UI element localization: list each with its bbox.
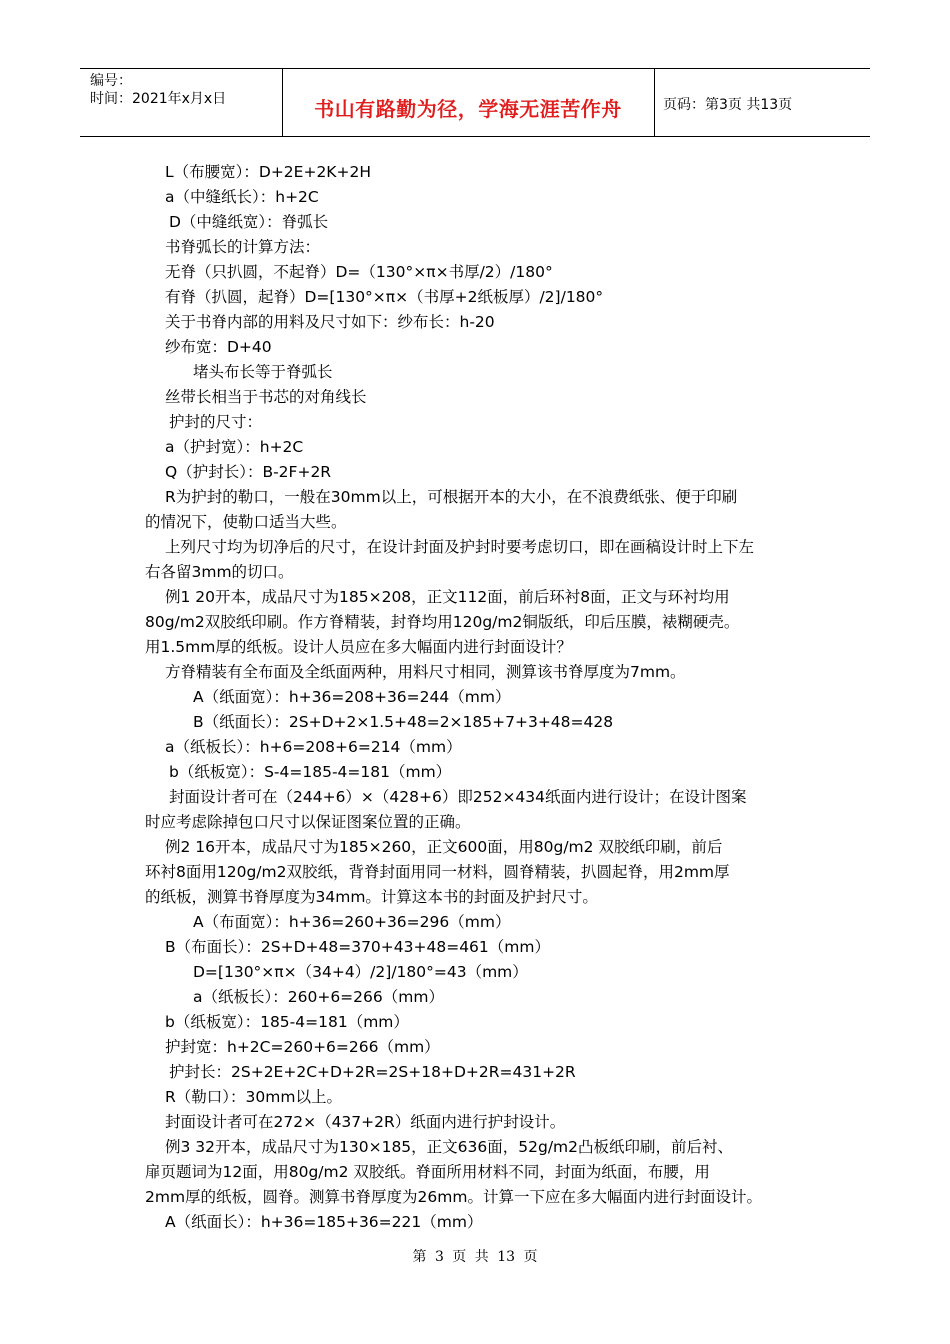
text-line: 的情况下，使勒口适当大些。	[145, 513, 347, 531]
text-line: 环衬8面用120g/m2双胶纸，背脊封面用同一材料，圆脊精装，扒圆起脊，用2mm厚	[145, 863, 730, 881]
text-line: 护封宽：h+2C=260+6=266（mm）	[165, 1038, 440, 1056]
text-line: 封面设计者可在（244+6）×（428+6）即252×434纸面内进行设计；在设计图案	[169, 788, 747, 806]
text-line: 扉页题词为12面，用80g/m2 双胶纸。脊面所用材料不同，封面为纸面，布腰，用	[145, 1163, 710, 1181]
text-line: 无脊（只扒圆，不起脊）D=（130°×π×书厚/2）/180°	[165, 263, 553, 281]
page-info: 页码：第3页 共13页	[663, 97, 793, 113]
document-number-label: 编号：	[90, 73, 132, 89]
page-header	[80, 68, 870, 137]
text-line: a（纸板长）：h+6=208+6=214（mm）	[165, 738, 462, 756]
text-line: 例1 20开本，成品尺寸为185×208，正文112面，前后环衬8面，正文与环衬均用	[165, 588, 730, 606]
text-line: 的纸板，测算书脊厚度为34mm。计算这本书的封面及护封尺寸。	[145, 888, 598, 906]
text-line: 右各留3mm的切口。	[145, 563, 294, 581]
text-line: 书脊弧长的计算方法：	[165, 238, 321, 256]
text-line: a（中缝纸长）：h+2C	[165, 188, 319, 206]
header-page-cell	[655, 69, 870, 136]
text-line: b（纸板宽）：S-4=185-4=181（mm）	[169, 763, 452, 781]
text-line: D=[130°×π×（34+4）/2]/180°=43（mm）	[193, 963, 528, 981]
text-line: D（中缝纸宽）：脊弧长	[169, 213, 329, 231]
text-line: 护封长：2S+2E+2C+D+2R=2S+18+D+2R=431+2R	[169, 1063, 576, 1081]
header-motto-cell	[282, 69, 655, 136]
text-line: a（纸板长）：260+6=266（mm）	[193, 988, 444, 1006]
text-line: 纱布宽：D+40	[165, 338, 272, 356]
text-line: 2mm厚的纸板，圆脊。测算书脊厚度为26mm。计算一下应在多大幅面内进行封面设计。	[145, 1188, 762, 1206]
text-line: 时应考虑除掉包口尺寸以保证图案位置的正确。	[145, 813, 471, 831]
text-line: 关于书脊内部的用料及尺寸如下：纱布长：h-20	[165, 313, 495, 331]
text-line: 护封的尺寸：	[169, 413, 263, 431]
text-line: 堵头布长等于脊弧长	[193, 363, 333, 381]
header-meta-cell	[80, 69, 283, 136]
text-line: 80g/m2双胶纸印刷。作方脊精装，封脊均用120g/m2铜版纸，印后压膜，裱糊硬壳。	[145, 613, 740, 631]
text-line: R为护封的勒口，一般在30mm以上，可根据开本的大小，在不浪费纸张、便于印刷	[165, 488, 738, 506]
text-line: R（勒口）：30mm以上。	[165, 1088, 342, 1106]
text-line: A（布面宽）：h+36=260+36=296（mm）	[193, 913, 511, 931]
text-line: 上列尺寸均为切净后的尺寸，在设计封面及护封时要考虑切口，即在画稿设计时上下左	[165, 538, 755, 556]
motto: 书山有路勤为径，学海无涯苦作舟	[314, 97, 622, 121]
text-line: 例3 32开本，成品尺寸为130×185，正文636面，52g/m2凸板纸印刷，前后衬、	[165, 1138, 733, 1156]
text-line: b（纸板宽）：185-4=181（mm）	[165, 1013, 409, 1031]
document-body	[145, 160, 815, 1235]
page-footer: 第 3 页 共 13 页	[412, 1249, 538, 1265]
text-line: 封面设计者可在272×（437+2R）纸面内进行护封设计。	[165, 1113, 566, 1131]
document-date: 时间：2021年x月x日	[90, 91, 227, 107]
text-line: A（纸面宽）：h+36=208+36=244（mm）	[193, 688, 511, 706]
text-line: 有脊（扒圆，起脊）D=[130°×π×（书厚+2纸板厚）/2]/180°	[165, 288, 604, 306]
text-line: A（纸面长）：h+36=185+36=221（mm）	[165, 1213, 483, 1231]
text-line: Q（护封长）：B-2F+2R	[165, 463, 332, 481]
text-line: 例2 16开本，成品尺寸为185×260，正文600面，用80g/m2 双胶纸印刷，前后	[165, 838, 723, 856]
text-line: a（护封宽）：h+2C	[165, 438, 304, 456]
text-line: B（布面长）：2S+D+48=370+43+48=461（mm）	[165, 938, 550, 956]
text-line: 丝带长相当于书芯的对角线长	[165, 388, 367, 406]
text-line: 用1.5mm厚的纸板。设计人员应在多大幅面内进行封面设计？	[145, 638, 572, 656]
text-line: L（布腰宽）：D+2E+2K+2H	[165, 163, 371, 181]
text-line: 方脊精装有全布面及全纸面两种，用料尺寸相同，测算该书脊厚度为7mm。	[165, 663, 686, 681]
text-line: B（纸面长）：2S+D+2×1.5+48=2×185+7+3+48=428	[193, 713, 614, 731]
